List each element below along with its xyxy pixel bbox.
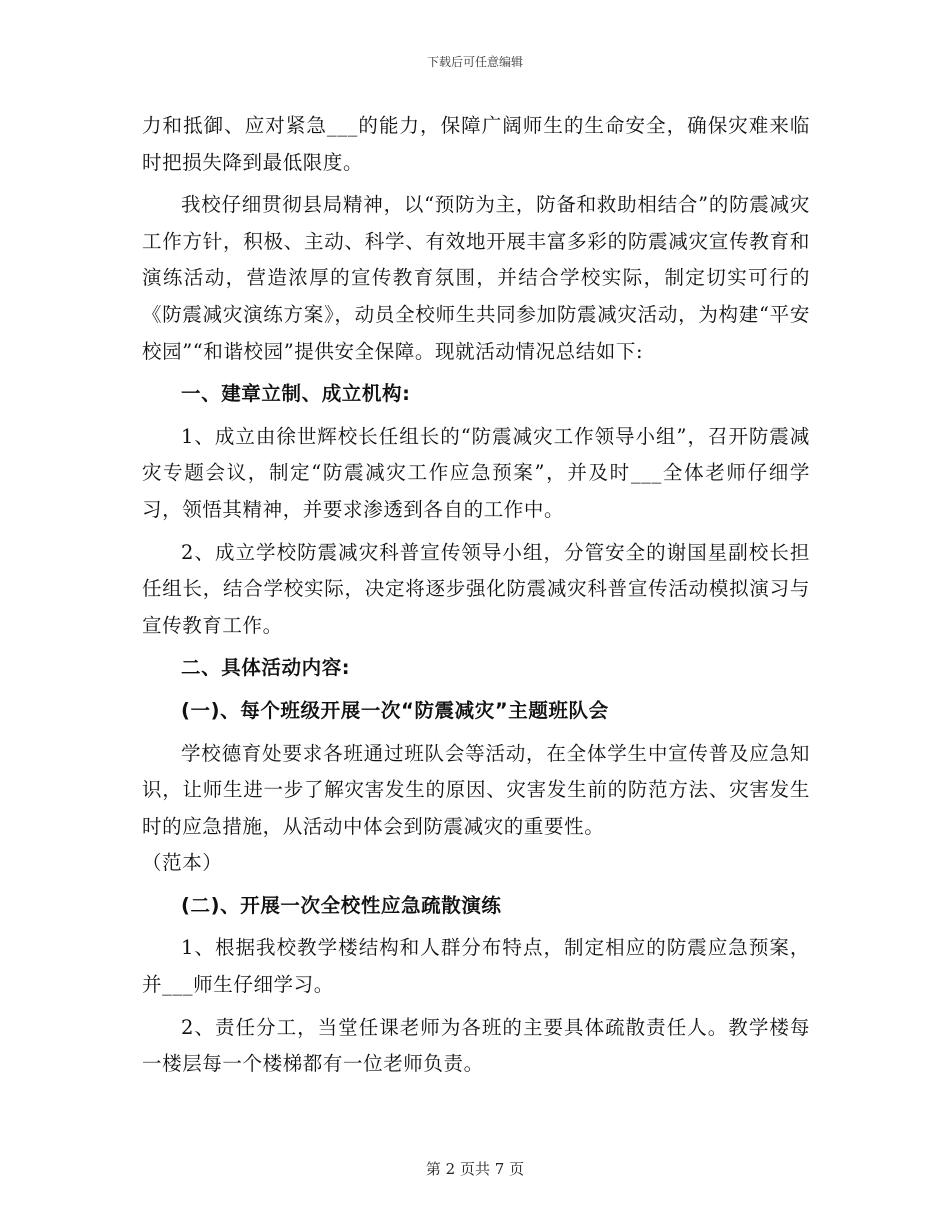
paragraph-intro-continued: 力和抵御、应对紧急___的能力，保障广阔师生的生命安全，确保灾难来临时把损失降到最低限度。 (142, 114, 810, 174)
page-footer: 第 2 页共 7 页 (425, 1160, 525, 1178)
document-body (142, 108, 810, 1083)
section-heading-1: 一、建章立制、成立机构: (181, 382, 411, 406)
paragraph-drill-item-2: 2、责任分工，当堂任课老师为各班的主要具体疏散责任人。教学楼每一楼层每一个楼梯都有一位老师负责。 (142, 1015, 810, 1076)
paragraph-class-meeting: 学校德育处要求各班通过班队会等活动，在全体学生中宣传普及应急知识，让师生进一步了解灾害发生的原因、灾害发生前的防范方法、灾害发生时的应急措施，从活动中体会到防震减灾的重要性。 (142, 741, 810, 838)
paragraph-item-2: 2、成立学校防震减灾科普宣传领导小组，分管安全的谢国星副校长担任组长，结合学校实际，决定将逐步强化防震减灾科普宣传活动模拟演习与宣传教育工作。 (142, 540, 810, 637)
paragraph-drill-item-1: 1、根据我校教学楼结构和人群分布特点，制定相应的防震应急预案，并___师生仔细学习。 (142, 936, 810, 997)
subsection-heading-2: (二)、开展一次全校性应急疏散演练 (181, 893, 502, 917)
subsection-heading-1: (一)、每个班级开展一次“防震减灾”主题班队会 (181, 698, 609, 722)
section-heading-2: 二、具体活动内容: (181, 656, 351, 680)
paragraph-item-1: 1、成立由徐世辉校长任组长的“防震减灾工作领导小组”，召开防震减灾专题会议，制定“防震减灾工作应急预案”，并及时___全体老师仔细学习，领悟其精神，并要求渗透到各自的工作中。 (142, 424, 810, 521)
paragraph-template-note: （范本） (142, 851, 223, 875)
page-header: 下载后可任意编辑 (426, 55, 523, 69)
paragraph-summary: 我校仔细贯彻县局精神，以“预防为主，防备和救助相结合”的防震减灾工作方针，积极、主动、科学、有效地开展丰富多彩的防震减灾宣传教育和演练活动，营造浓厚的宣传教育氛围，并结合学校实际，制定切实可行的《防震减灾演练方案》，动员全校师生共同参加防震减灾活动，为构建“平安校园”“和谐校园”提供安全保障。现就活动情况总结如下: (142, 193, 810, 363)
